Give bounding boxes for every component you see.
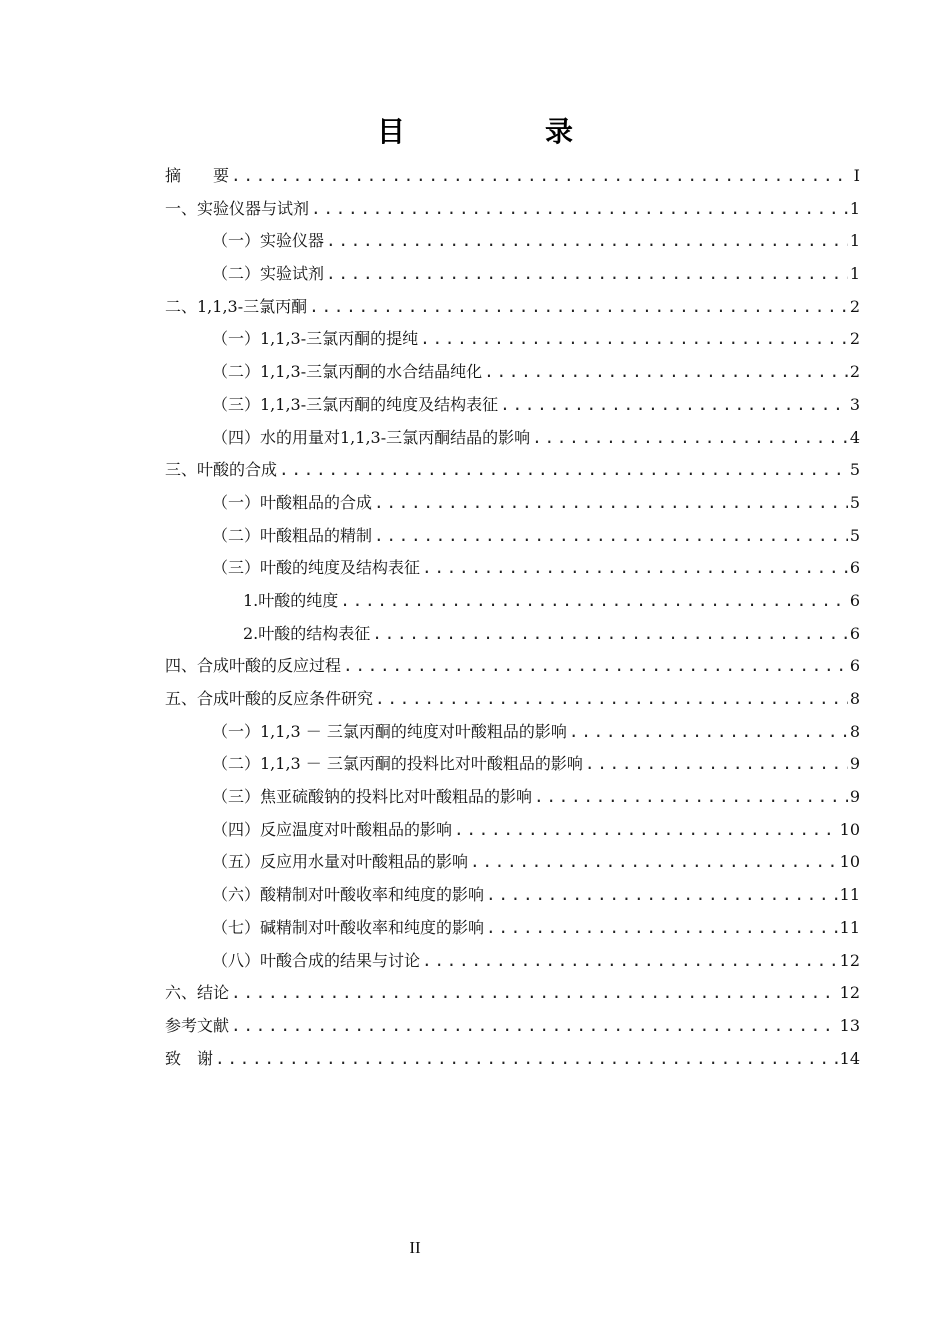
toc-entry[interactable] [165, 552, 860, 585]
toc-leader-dots [231, 1010, 838, 1043]
toc-entry[interactable] [165, 585, 860, 618]
toc-entry-label: 五、合成叶酸的反应条件研究 [165, 689, 374, 708]
toc-leader-dots [420, 323, 848, 356]
toc-entry-page: 5 [849, 525, 860, 545]
toc-entry-page: 11 [839, 917, 860, 937]
toc-entry-page: I [853, 166, 860, 185]
toc-entry[interactable] [165, 683, 860, 716]
toc-entry[interactable] [165, 1010, 860, 1043]
toc-entry-label: 二、1,1,3-三氯丙酮 [165, 296, 308, 316]
toc-entry-page: 6 [849, 590, 860, 610]
toc-entry[interactable] [165, 879, 860, 912]
toc-leader-dots [470, 846, 838, 879]
toc-entry-label: （一）1,1,3-三氯丙酮的提纯 [212, 329, 419, 349]
toc-entry-label: 2.叶酸的结构表征 [243, 623, 371, 643]
toc-entry-label: 致 谢 [165, 1048, 214, 1068]
toc-entry[interactable] [165, 323, 860, 356]
toc-entry-page: 2 [849, 296, 860, 316]
toc-leader-dots [375, 683, 848, 716]
toc-entry[interactable] [165, 422, 860, 455]
toc-leader-dots [326, 225, 848, 258]
toc-leader-dots [340, 585, 848, 618]
toc-entry-page: 11 [839, 885, 860, 905]
toc-entry-page: 5 [849, 460, 860, 480]
toc-entry-label: 三、叶酸的合成 [165, 460, 278, 480]
toc-entry-page: 6 [849, 623, 860, 643]
toc-entry-page: 8 [849, 721, 860, 741]
toc-entry-label: （二）1,1,3-三氯丙酮的水合结晶纯化 [212, 362, 483, 382]
toc-entry[interactable] [165, 454, 860, 487]
toc-entry-page: 1 [849, 264, 860, 284]
toc-entry-label: 参考文献 [165, 1015, 230, 1035]
toc-leader-dots [422, 552, 848, 585]
toc-entry[interactable] [165, 945, 860, 978]
toc-entry-page: 10 [839, 819, 860, 839]
toc-entry[interactable] [165, 781, 860, 814]
toc-entry-page: 9 [849, 754, 860, 774]
toc-leader-dots [231, 977, 838, 1010]
toc-leader-dots [231, 160, 850, 193]
toc-entry-page: 5 [849, 492, 860, 512]
toc-entry[interactable] [165, 977, 860, 1010]
toc-entry-page: 1 [849, 231, 860, 251]
toc-leader-dots [343, 650, 848, 683]
toc-entry[interactable] [165, 650, 860, 683]
toc-entry-label: （三）1,1,3-三氯丙酮的纯度及结构表征 [212, 394, 499, 414]
toc-entry-page: 2 [849, 329, 860, 349]
toc-entry[interactable] [165, 716, 860, 749]
toc-leader-dots [569, 716, 848, 749]
toc-leader-dots [309, 291, 848, 324]
toc-leader-dots [484, 356, 848, 389]
toc-entry-page: 6 [849, 656, 860, 676]
toc-entry-page: 9 [849, 787, 860, 807]
toc-entry-page: 12 [839, 950, 860, 970]
toc-entry-label: （二）1,1,3 － 三氯丙酮的投料比对叶酸粗品的影响 [212, 754, 583, 774]
toc-entry-page: 10 [839, 852, 860, 872]
toc-entry[interactable] [165, 487, 860, 520]
toc-entry-label: （五）反应用水量对叶酸粗品的影响 [212, 852, 469, 872]
toc-entry-label: 1.叶酸的纯度 [243, 590, 339, 610]
toc-entry[interactable] [165, 389, 860, 422]
toc-entry-label: （四）反应温度对叶酸粗品的影响 [212, 819, 453, 839]
toc-entry-label: （六）酸精制对叶酸收率和纯度的影响 [212, 885, 485, 905]
toc-entry-label: （二）叶酸粗品的精制 [212, 525, 373, 545]
toc-leader-dots [279, 454, 848, 487]
toc-entry-page: 1 [849, 198, 860, 218]
toc-entry-label: （三）叶酸的纯度及结构表征 [212, 558, 421, 578]
toc-entry-page: 2 [849, 362, 860, 382]
toc-entry[interactable] [165, 291, 860, 324]
toc-leader-dots [372, 618, 848, 651]
toc-entry[interactable] [165, 1043, 860, 1076]
toc-entry-label: （一）1,1,3 － 三氯丙酮的纯度对叶酸粗品的影响 [212, 721, 567, 741]
toc-leader-dots [422, 945, 838, 978]
toc-leader-dots [500, 389, 848, 422]
toc-entry-page: 4 [849, 427, 860, 447]
toc-leader-dots [374, 520, 848, 553]
toc-leader-dots [326, 258, 848, 291]
toc-leader-dots [311, 193, 848, 226]
toc-entry[interactable] [165, 618, 860, 651]
toc-entry[interactable] [165, 193, 860, 226]
toc-entry-label: （七）碱精制对叶酸收率和纯度的影响 [212, 917, 485, 937]
toc-entry-label: （四）水的用量对1,1,3-三氯丙酮结晶的影响 [212, 427, 531, 447]
toc-entry-label: （八）叶酸合成的结果与讨论 [212, 950, 421, 970]
toc-leader-dots [534, 781, 848, 814]
toc-entry-label: 四、合成叶酸的反应过程 [165, 656, 342, 676]
toc-entry-label: （三）焦亚硫酸钠的投料比对叶酸粗品的影响 [212, 787, 533, 807]
toc-leader-dots [454, 814, 838, 847]
toc-leader-dots [585, 748, 848, 781]
toc-entry-page: 12 [839, 983, 860, 1003]
toc-entry[interactable] [165, 748, 860, 781]
toc-leader-dots [215, 1043, 838, 1076]
toc-entry-page: 6 [849, 558, 860, 578]
toc-entry[interactable] [165, 258, 860, 291]
page-title: 目 录 [376, 115, 629, 148]
toc-entry[interactable] [165, 160, 860, 193]
toc-entry[interactable] [165, 520, 860, 553]
toc-entry[interactable] [165, 814, 860, 847]
toc-leader-dots [374, 487, 848, 520]
toc-entry-label: 摘 要 [165, 166, 230, 185]
toc-entry-page: 13 [839, 1015, 860, 1035]
toc-leader-dots [532, 422, 848, 455]
page-number: II [409, 1238, 421, 1257]
toc-entry[interactable] [165, 912, 860, 945]
toc-entry[interactable] [165, 356, 860, 389]
toc-entry-label: （一）叶酸粗品的合成 [212, 492, 373, 512]
toc-entry-page: 3 [849, 394, 860, 414]
table-of-contents [165, 160, 860, 1075]
toc-entry-label: （二）实验试剂 [212, 264, 325, 284]
toc-entry-label: 一、实验仪器与试剂 [165, 198, 310, 218]
toc-entry-page: 8 [849, 689, 860, 708]
toc-entry-label: （一）实验仪器 [212, 231, 325, 251]
toc-entry-page: 14 [839, 1048, 860, 1068]
toc-entry-label: 六、结论 [165, 983, 230, 1003]
toc-leader-dots [486, 912, 838, 945]
toc-leader-dots [486, 879, 838, 912]
toc-entry[interactable] [165, 846, 860, 879]
toc-entry[interactable] [165, 225, 860, 258]
